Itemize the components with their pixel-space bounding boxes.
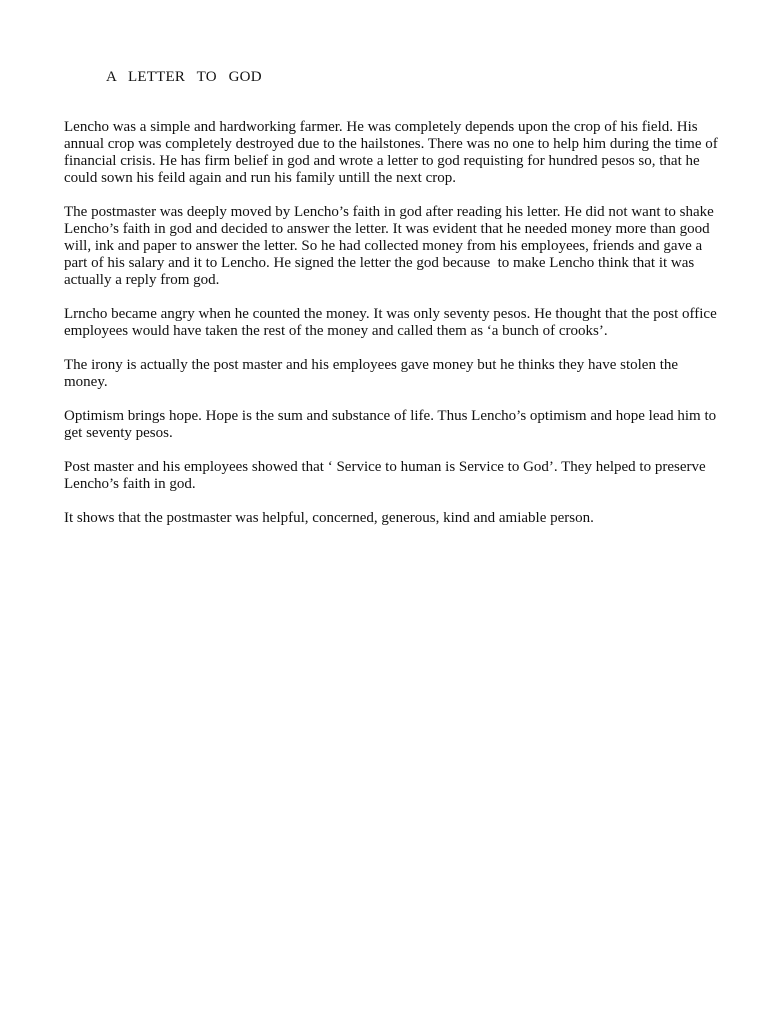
paragraph-line: Lencho’s faith in god. (64, 476, 196, 492)
paragraph-line: could sown his feild again and run his family untill the next crop. (64, 170, 457, 186)
paragraph-1 (64, 119, 744, 187)
paragraph-3 (64, 306, 744, 340)
paragraph-line: financial crisis. He has firm belief in god and wrote a letter to god requisting for hundred pesos so, that he (64, 153, 700, 169)
paragraph-4 (64, 357, 744, 391)
paragraph-line: money. (64, 374, 108, 390)
paragraph-line: Lrncho became angry when he counted the money. It was only seventy pesos. He thought that the post office (64, 306, 717, 322)
paragraph-line: actually a reply from god. (64, 272, 220, 288)
paragraph-line: part of his salary and it to Lencho. He signed the letter the god because to make Lencho think that it was (64, 255, 695, 271)
document-title: A LETTER TO GOD (106, 69, 262, 85)
paragraph-line: The irony is actually the post master and his employees gave money but he thinks they have stolen the (64, 357, 679, 373)
paragraph-line: Lencho’s faith in god and decided to answer the letter. It was evident that he needed money more than good (64, 221, 710, 237)
document-body (64, 119, 744, 544)
paragraph-line: employees would have taken the rest of the money and called them as ‘a bunch of crooks’. (64, 323, 608, 339)
paragraph-line: annual crop was completely destroyed due to the hailstones. There was no one to help him during the time of (64, 136, 718, 152)
paragraph-line: Lencho was a simple and hardworking farmer. He was completely depends upon the crop of his field. His (64, 119, 698, 135)
paragraph-line: get seventy pesos. (64, 425, 173, 441)
paragraph-6 (64, 459, 744, 493)
paragraph-line: The postmaster was deeply moved by Lencho’s faith in god after reading his letter. He did not want to shake (64, 204, 714, 220)
paragraph-line: Post master and his employees showed that ‘ Service to human is Service to God’. They helped to preserve (64, 459, 706, 475)
paragraph-2 (64, 204, 744, 289)
paragraph-line: It shows that the postmaster was helpful, concerned, generous, kind and amiable person. (64, 510, 594, 526)
paragraph-line: will, ink and paper to answer the letter. So he had collected money from his employees, friends and gave a (64, 238, 703, 254)
paragraph-5 (64, 408, 744, 442)
paragraph-7 (64, 510, 744, 527)
paragraph-line: Optimism brings hope. Hope is the sum and substance of life. Thus Lencho’s optimism and hope lead him to (64, 408, 717, 424)
